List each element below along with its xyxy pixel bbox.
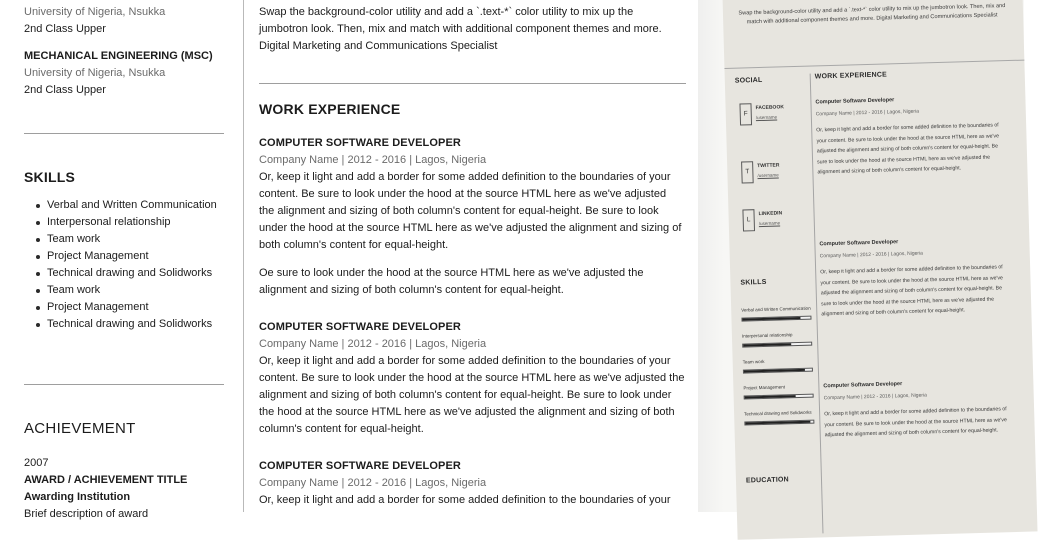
achievement-entry [24,455,188,520]
preview-intro: Swap the background-color utility and add a `.text-*` color utility to mix up the jumbotron look. Then, mix and match with additional component themes and more. Digital Marketing and Communications Specialist [738,3,1006,26]
job-title: COMPUTER SOFTWARE DEVELOPER [259,137,461,149]
education-grade: 2nd Class Upper [24,84,106,96]
intro-line: Swap the background-color utility and add a `.text-*` color utility to mix up the [259,6,634,18]
preview-education-heading: EDUCATION [745,476,789,485]
resume-main [259,0,689,512]
preview-skill-label: Interpersonal relationship [741,332,793,339]
achievement-year: 2007 [24,457,49,469]
job-description: Or, keep it light and add a border for some added definition to the boundaries of your content. Be sure to look under the hood at the source HTML here as we've adjusted the alignment and sizing of both column's content for equal-height. Be sure to look under the hood at the source HTML here as we've adjusted the alignment and sizing of both column's content for equal-height. [259,355,685,435]
preview-sidebar [731,74,824,536]
preview-social-name: TWITTER [757,162,780,170]
preview-job-title: Computer Software Developer [815,97,895,106]
preview-social-handle: /username [758,220,781,227]
skill-item: Technical drawing and Solidworks [47,265,237,282]
twitter-icon: T [741,161,754,183]
preview-shadow [698,0,724,512]
intro-line: Digital Marketing and Communications Specialist [259,40,498,52]
preview-job-meta: Company Name | 2012 - 2016 | Lagos, Nigeria [823,392,927,402]
job-meta: Company Name | 2012 - 2016 | Lagos, Nigeria [259,477,487,489]
resume-sidebar [0,0,244,520]
work-experience-heading: WORK EXPERIENCE [259,101,401,117]
preview-skill-label: Team work [742,358,765,365]
intro-text [259,4,684,55]
preview-skill-bar [744,394,814,400]
job-entry [259,319,689,438]
resume-paper [722,0,1038,540]
preview-job-title: Computer Software Developer [819,239,899,248]
achievement-institution: Awarding Institution [24,491,131,503]
skill-item: Interpersonal relationship [47,214,237,231]
education-degree: MECHANICAL ENGINEERING (MSC) [24,50,213,62]
preview-skill-label: Project Management [743,384,785,391]
preview-social-handle: /username [757,172,779,179]
preview-job-description: Or, keep it light and add a border for some added definition to the boundaries of your content. Be sure to look under the hood at the source HTML here as we've adjusted the alignment and sizing of both column's content for equal-height. [824,406,1007,439]
skills-list [47,197,237,333]
job-description: Or, keep it light and add a border for some added definition to the boundaries of your [259,494,671,506]
education-entry [24,48,213,99]
job-meta: Company Name | 2012 - 2016 | Lagos, Nigeria [259,154,487,166]
divider [24,133,224,134]
job-meta: Company Name | 2012 - 2016 | Lagos, Nigeria [259,338,487,350]
divider [259,83,686,84]
preview-skill-bar [743,368,813,374]
divider [724,60,1024,69]
achievement-heading: ACHIEVEMENT [24,420,136,437]
education-school: University of Nigeria, Nsukka [24,67,166,79]
education-entry [24,4,165,38]
skills-heading: SKILLS [24,169,75,185]
preview-main [814,68,1015,439]
preview-job-title: Computer Software Developer [823,381,903,390]
resume-preview-image [698,0,1024,512]
achievement-title: AWARD / ACHIEVEMENT TITLE [24,474,188,486]
skill-item: Team work [47,231,237,248]
job-entry [259,135,689,299]
education-school: University of Nigeria, Nsukka [24,6,166,18]
skill-item: Project Management [47,248,237,265]
preview-skill-bar [742,342,812,348]
preview-job-description: Or, keep it light and add a border for some added definition to the boundaries of your content. Be sure to look under the hood at the source HTML here as we've adjusted the alignment and sizing of both column's content for equal-height. Be sure to look under the hood at the source HTML here as we've adjusted the alignment and sizing of both column's content for equal-height. [816,122,1000,176]
preview-social-heading: SOCIAL [734,76,763,85]
preview-job-meta: Company Name | 2012 - 2016 | Lagos, Nigeria [815,108,920,118]
achievement-description: Brief description of award [24,508,149,520]
job-description: Or, keep it light and add a border for some added definition to the boundaries of your content. Be sure to look under the hood at the source HTML here as we've adjusted the alignment and sizing of both column's content for equal-height. Be sure to look under the hood at the source HTML here as we've adjusted the alignment and sizing of both column's content for equal-height. [259,171,682,251]
education-grade: 2nd Class Upper [24,23,106,35]
preview-skill-bar [741,316,811,322]
preview-social-handle: /username [755,114,778,121]
preview-work-heading: WORK EXPERIENCE [814,71,888,81]
preview-social-name: LINKEDIN [758,210,783,218]
preview-job-meta: Company Name | 2012 - 2016 | Lagos, Nigeria [819,250,924,260]
preview-skill-label: Technical drawing and Solidworks [744,409,812,417]
skill-item: Project Management [47,299,237,316]
job-title: COMPUTER SOFTWARE DEVELOPER [259,460,461,472]
skill-item: Team work [47,282,237,299]
skill-item: Verbal and Written Communication [47,197,237,214]
preview-skill-bar [744,420,814,426]
job-description: Oe sure to look under the hood at the source HTML here as we've adjusted the alignment and sizing of both column's content for equal-height. [259,267,644,296]
preview-skills-heading: SKILLS [740,278,767,287]
linkedin-icon: L [742,209,755,231]
divider [24,384,224,385]
job-entry [259,458,689,509]
preview-social-name: FACEBOOK [755,104,785,112]
preview-skill-label: Verbal and Written Communication [741,305,811,313]
job-title: COMPUTER SOFTWARE DEVELOPER [259,321,461,333]
preview-job-description: Or, keep it light and add a border for some added definition to the boundaries of your content. Be sure to look under the hood at the source HTML here as we've adjusted the alignment and sizing of both column's content for equal-height. Be sure to look under the hood at the source HTML here as we've adjusted the alignment and sizing of both column's content for equal-height. [820,264,1003,318]
intro-line: jumbotron look. Then, mix and match with additional component themes and more. [259,23,662,35]
facebook-icon: F [739,103,752,125]
skill-item: Technical drawing and Solidworks [47,316,237,333]
